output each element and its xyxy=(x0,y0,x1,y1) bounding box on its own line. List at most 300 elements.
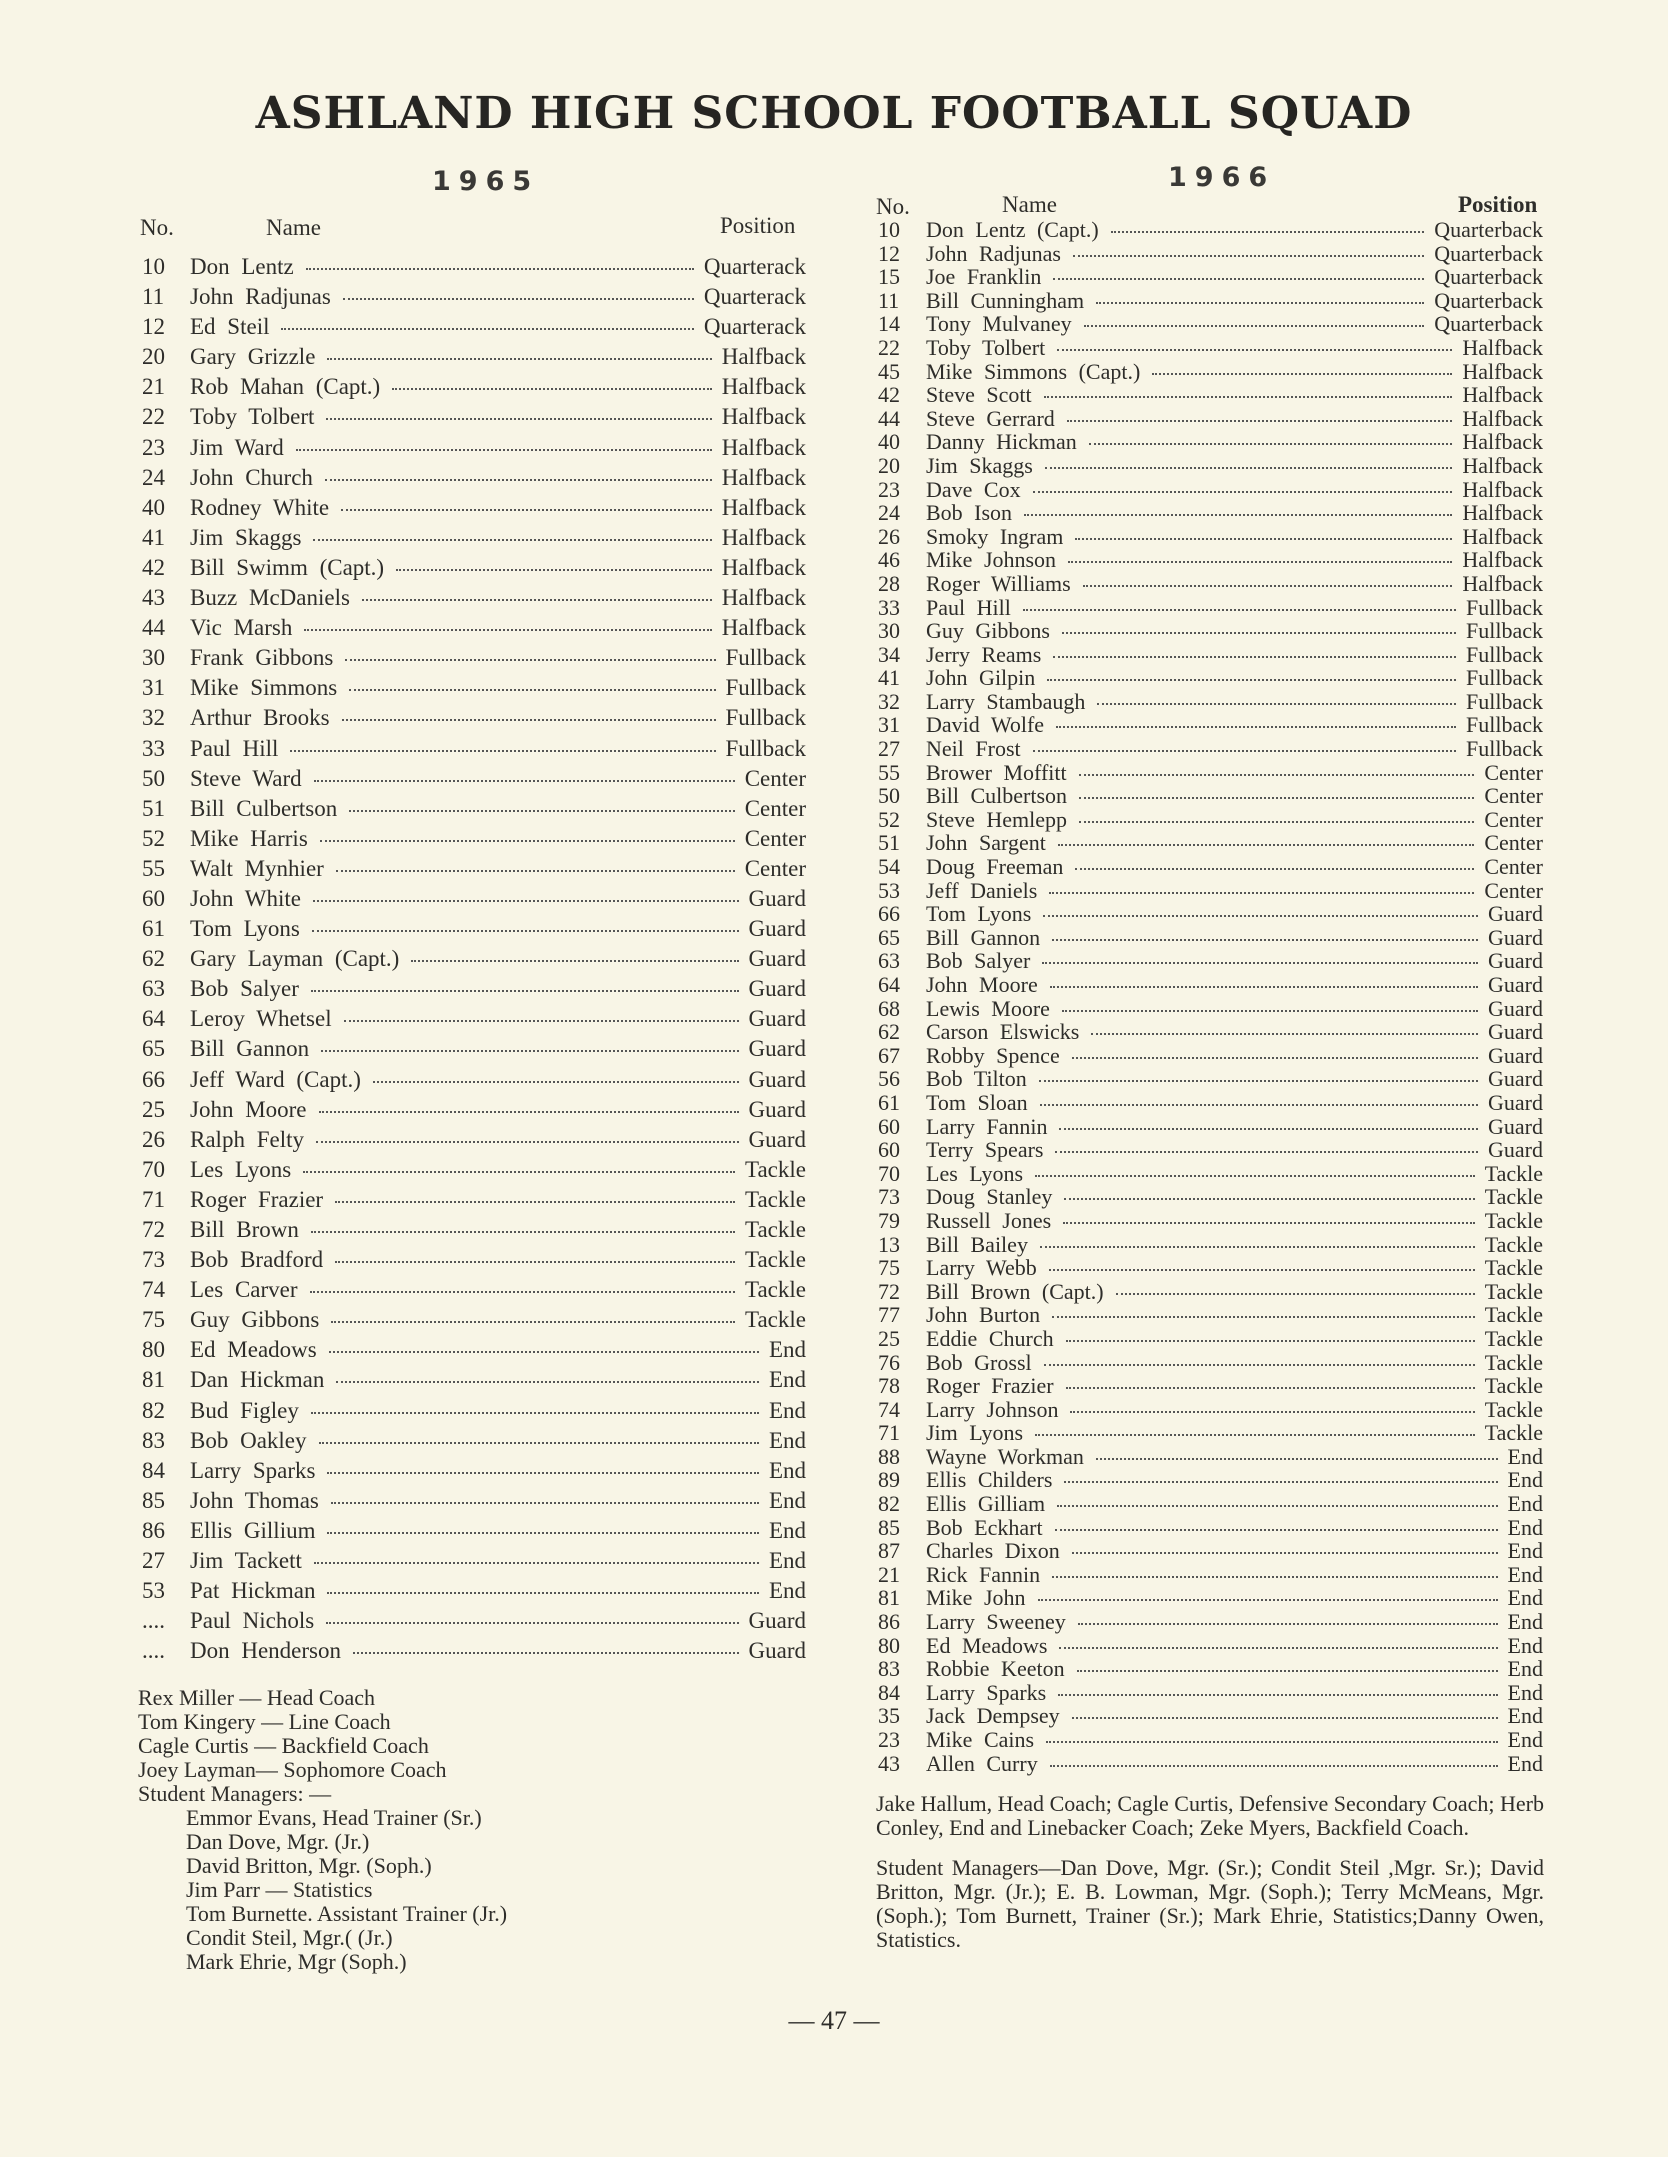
player-number: 72 xyxy=(142,1217,165,1242)
player-position: Halfback xyxy=(721,494,806,520)
player-number: 89 xyxy=(878,1467,900,1493)
player-number: 74 xyxy=(142,1277,165,1303)
header-name-1965: Name xyxy=(266,215,321,240)
roster-row xyxy=(142,1307,806,1337)
roster-row xyxy=(878,1091,1543,1115)
dot-leader xyxy=(281,328,693,330)
player-position: End xyxy=(1507,1727,1543,1752)
player-number: 76 xyxy=(878,1349,900,1375)
year-1966-heading: 1966 xyxy=(1168,162,1276,193)
player-number: 65 xyxy=(142,1036,165,1062)
dot-leader xyxy=(1066,1387,1475,1389)
player-position: Fullback xyxy=(1466,665,1543,691)
player-name: Mike Harris xyxy=(190,825,308,851)
player-number: 80 xyxy=(142,1337,165,1363)
player-position: Center xyxy=(1484,783,1543,809)
player-position: Tackle xyxy=(745,1186,806,1212)
dot-leader xyxy=(1063,1222,1475,1224)
coach-line: Joey Layman— Sophomore Coach xyxy=(138,1757,447,1782)
player-name: Ralph Felty xyxy=(190,1126,304,1152)
player-number: 25 xyxy=(878,1325,900,1351)
player-name: Larry Johnson xyxy=(926,1396,1059,1422)
player-number: 40 xyxy=(878,429,900,455)
player-name: Gary Grizzle xyxy=(190,344,316,370)
roster-row xyxy=(878,383,1543,407)
player-position: Guard xyxy=(748,1006,806,1032)
dot-leader xyxy=(313,900,739,902)
player-number: 22 xyxy=(878,334,900,360)
roster-row xyxy=(878,1657,1543,1681)
dot-leader xyxy=(396,569,712,571)
roster-row xyxy=(142,826,806,856)
player-name: Larry Webb xyxy=(926,1255,1037,1281)
player-name: Rodney White xyxy=(190,494,330,520)
player-number: 21 xyxy=(142,374,165,400)
player-number: 31 xyxy=(142,675,165,701)
roster-row xyxy=(878,619,1543,643)
staff-1966 xyxy=(876,1792,1544,1968)
coach-line: Rex Miller — Head Coach xyxy=(138,1685,376,1710)
player-number: 84 xyxy=(878,1679,900,1705)
player-name: Pat Hickman xyxy=(190,1578,316,1604)
dot-leader xyxy=(342,719,716,721)
player-name: Jim Lyons xyxy=(926,1420,1024,1446)
player-position: Halfback xyxy=(721,524,806,550)
player-position: End xyxy=(768,1367,806,1393)
player-position: Quarterback xyxy=(1434,264,1543,290)
player-position: Halfback xyxy=(721,344,806,370)
roster-row xyxy=(878,430,1543,454)
player-number: 50 xyxy=(878,783,900,809)
roster-row xyxy=(878,1374,1543,1398)
roster-row xyxy=(878,1728,1543,1752)
roster-row xyxy=(878,1539,1543,1563)
dot-leader xyxy=(343,298,694,300)
player-name: Gary Layman (Capt.) xyxy=(190,946,400,972)
player-position: Fullback xyxy=(1466,594,1543,620)
player-name: John Moore xyxy=(926,972,1038,997)
dot-leader xyxy=(1052,1316,1475,1318)
player-name: Robby Spence xyxy=(926,1042,1060,1068)
player-position: Guard xyxy=(1488,1113,1543,1139)
player-number: 13 xyxy=(878,1231,900,1257)
player-position: Quarterack xyxy=(703,284,806,310)
player-name: Mike Cains xyxy=(926,1727,1035,1752)
player-number: 44 xyxy=(878,405,900,431)
dot-leader xyxy=(1075,868,1474,870)
player-number: 10 xyxy=(878,217,900,242)
player-position: Center xyxy=(1484,854,1543,880)
player-number: 52 xyxy=(142,825,165,851)
player-name: Jeff Ward (Capt.) xyxy=(190,1066,361,1092)
player-position: Center xyxy=(1484,806,1543,832)
roster-row xyxy=(142,585,806,615)
roster-row xyxy=(878,1398,1543,1422)
player-name: Bill Brown xyxy=(190,1217,299,1242)
player-number: 31 xyxy=(878,712,900,738)
player-name: John Radjunas xyxy=(926,240,1061,266)
player-number: 50 xyxy=(142,765,165,791)
page-title: ASHLAND HIGH SCHOOL FOOTBALL SQUAD xyxy=(255,88,1413,139)
roster-row xyxy=(878,1209,1543,1233)
dot-leader xyxy=(1077,1670,1498,1672)
dot-leader xyxy=(344,1020,739,1022)
player-position: End xyxy=(768,1337,806,1363)
player-number: 15 xyxy=(878,264,900,290)
player-name: Don Lentz (Capt.) xyxy=(926,217,1099,242)
dot-leader xyxy=(1055,1151,1478,1153)
player-position: Tackle xyxy=(1484,1396,1543,1422)
player-name: Jack Dempsey xyxy=(926,1703,1060,1729)
roster-row xyxy=(878,1115,1543,1139)
roster-row xyxy=(878,1256,1543,1280)
dot-leader xyxy=(1070,1411,1474,1413)
dot-leader xyxy=(1096,302,1424,304)
roster-row xyxy=(142,525,806,555)
player-name: Bill Culbertson xyxy=(926,783,1068,809)
player-name: Wayne Workman xyxy=(926,1443,1084,1469)
player-number: 64 xyxy=(878,972,900,997)
dot-leader xyxy=(311,990,739,992)
dot-leader xyxy=(319,1442,759,1444)
header-position-1965: Position xyxy=(720,213,796,238)
player-position: Fullback xyxy=(1466,688,1543,714)
player-number: 74 xyxy=(878,1396,900,1422)
player-number: 27 xyxy=(878,736,900,762)
player-position: Center xyxy=(744,825,806,851)
player-number: 54 xyxy=(878,854,900,880)
player-name: Dave Cox xyxy=(926,476,1021,502)
player-number: 87 xyxy=(878,1538,900,1564)
roster-row xyxy=(878,666,1543,690)
roster-row xyxy=(142,856,806,886)
player-position: Tackle xyxy=(745,1247,806,1273)
dot-leader xyxy=(1052,1576,1497,1578)
dot-leader xyxy=(1075,538,1452,540)
player-name: Frank Gibbons xyxy=(190,645,334,671)
roster-row xyxy=(142,1428,806,1458)
dot-leader xyxy=(1045,467,1453,469)
dot-leader xyxy=(1058,1694,1497,1696)
player-number: 55 xyxy=(878,759,900,785)
player-number: 20 xyxy=(142,344,165,370)
manager-line: Condit Steil, Mgr.( (Jr.) xyxy=(186,1925,393,1950)
player-name: Bill Gannon xyxy=(926,924,1041,950)
player-position: Halfback xyxy=(1462,547,1543,573)
dot-leader xyxy=(327,1472,759,1474)
player-number: 75 xyxy=(878,1255,900,1281)
roster-row xyxy=(878,902,1543,926)
roster-row xyxy=(142,1398,806,1428)
year-1965-heading: 1965 xyxy=(432,166,540,197)
roster-row xyxy=(878,501,1543,525)
player-name: Les Carver xyxy=(190,1277,298,1303)
roster-row xyxy=(878,1704,1543,1728)
roster-row xyxy=(878,713,1543,737)
player-number: 80 xyxy=(878,1632,900,1658)
player-position: Quarterback xyxy=(1434,217,1543,242)
roster-row xyxy=(878,879,1543,903)
player-name: Mike Simmons xyxy=(190,675,338,701)
player-position: Tackle xyxy=(1484,1231,1543,1257)
player-position: End xyxy=(1507,1491,1543,1517)
player-name: Brower Moffitt xyxy=(926,759,1067,785)
manager-line: Dan Dove, Mgr. (Jr.) xyxy=(186,1829,370,1854)
dot-leader xyxy=(1078,1623,1498,1625)
player-number: 88 xyxy=(878,1443,900,1469)
player-name: Vic Marsh xyxy=(190,615,293,641)
player-number: 61 xyxy=(142,916,165,942)
roster-row xyxy=(878,949,1543,973)
roster-row xyxy=(878,312,1543,336)
roster-1965 xyxy=(142,254,806,1668)
roster-row xyxy=(878,737,1543,761)
player-name: Roger Frazier xyxy=(190,1186,324,1212)
player-position: End xyxy=(1507,1561,1543,1587)
dot-leader xyxy=(1062,632,1456,634)
dot-leader xyxy=(1073,255,1424,257)
player-position: End xyxy=(1507,1703,1543,1729)
dot-leader xyxy=(327,358,711,360)
player-name: Dan Hickman xyxy=(190,1367,325,1393)
player-number: 28 xyxy=(878,570,900,596)
player-number: .... xyxy=(142,1638,165,1664)
player-position: Guard xyxy=(1488,948,1543,974)
roster-row xyxy=(142,675,806,705)
player-position: Tackle xyxy=(1484,1278,1543,1304)
dot-leader xyxy=(326,1622,738,1624)
player-number: 70 xyxy=(878,1160,900,1186)
player-position: Fullback xyxy=(1466,736,1543,762)
player-position: End xyxy=(1507,1443,1543,1469)
dot-leader xyxy=(321,1050,738,1052)
player-position: Tackle xyxy=(1484,1207,1543,1233)
managers-note-1966: Student Managers—Dan Dove, Mgr. (Sr.); Condit Steil ,Mgr. Sr.); David Britton, Mgr. (Jr.); E. B. Lowman, Mgr. (Soph.); Terry McMeans, Mgr. (Soph.); Tom Burnett, Trainer (Sr.); Mark Ehrie, Statistics;Danny Owen, Statistics. xyxy=(876,1855,1544,1952)
player-name: Larry Stambaugh xyxy=(926,688,1086,714)
player-position: End xyxy=(768,1397,806,1423)
player-number: 85 xyxy=(142,1487,165,1513)
player-position: End xyxy=(1507,1656,1543,1682)
roster-row xyxy=(878,1634,1543,1658)
player-number: 41 xyxy=(878,665,900,691)
roster-1966 xyxy=(878,218,1543,1775)
player-position: Center xyxy=(1484,759,1543,785)
roster-row xyxy=(142,1006,806,1036)
player-name: Bob Tilton xyxy=(926,1066,1027,1092)
roster-row xyxy=(878,572,1543,596)
player-position: End xyxy=(1507,1514,1543,1540)
player-name: Arthur Brooks xyxy=(190,705,330,731)
roster-row xyxy=(878,1138,1543,1162)
roster-row xyxy=(878,265,1543,289)
player-name: Don Lentz xyxy=(190,254,294,279)
roster-row xyxy=(878,1468,1543,1492)
dot-leader xyxy=(311,1412,759,1414)
player-name: John Gilpin xyxy=(926,665,1036,691)
roster-row xyxy=(878,1752,1543,1776)
player-name: Steve Hemlepp xyxy=(926,806,1068,832)
player-number: 71 xyxy=(142,1186,165,1212)
player-number: 82 xyxy=(142,1397,165,1423)
player-number: 66 xyxy=(878,901,900,927)
dot-leader xyxy=(1044,396,1453,398)
dot-leader xyxy=(1024,514,1452,516)
player-name: Ed Steil xyxy=(190,314,270,340)
player-position: Halfback xyxy=(1462,476,1543,502)
dot-leader xyxy=(1089,443,1453,445)
dot-leader xyxy=(1050,1765,1498,1767)
player-name: Jim Skaggs xyxy=(926,452,1033,478)
dot-leader xyxy=(1035,1175,1475,1177)
player-position: Fullback xyxy=(725,645,806,671)
dot-leader xyxy=(362,599,712,601)
player-name: Ellis Gilliam xyxy=(926,1491,1046,1517)
player-name: Bob Bradford xyxy=(190,1247,324,1273)
player-position: Tackle xyxy=(1484,1349,1543,1375)
player-name: Russell Jones xyxy=(926,1207,1052,1233)
dot-leader xyxy=(1046,1741,1497,1743)
player-position: Halfback xyxy=(1462,429,1543,455)
dot-leader xyxy=(1052,939,1478,941)
dot-leader xyxy=(1058,844,1474,846)
dot-leader xyxy=(1152,373,1452,375)
player-position: Guard xyxy=(748,1096,806,1122)
dot-leader xyxy=(327,1532,758,1534)
coaches-note-1966: Jake Hallum, Head Coach; Cagle Curtis, Defensive Secondary Coach; Herb Conley, End and Linebacker Coach; Zeke Myers, Backfield Coach. xyxy=(876,1791,1544,1840)
player-number: 42 xyxy=(878,382,900,408)
roster-row xyxy=(878,478,1543,502)
player-position: Halfback xyxy=(721,554,806,580)
dot-leader xyxy=(331,1321,735,1323)
manager-line: David Britton, Mgr. (Soph.) xyxy=(186,1853,432,1878)
roster-row xyxy=(878,1351,1543,1375)
dot-leader xyxy=(392,388,711,390)
player-name: John Moore xyxy=(190,1096,307,1122)
roster-row xyxy=(878,1421,1543,1445)
dot-leader xyxy=(303,1171,735,1173)
dot-leader xyxy=(313,539,711,541)
player-name: Guy Gibbons xyxy=(926,618,1050,644)
dot-leader xyxy=(312,930,739,932)
dot-leader xyxy=(326,418,711,420)
player-name: Ellis Gillium xyxy=(190,1517,316,1543)
player-name: Bob Salyer xyxy=(190,976,299,1002)
player-number: 12 xyxy=(878,240,900,266)
player-number: 83 xyxy=(878,1656,900,1682)
player-number: 12 xyxy=(142,314,165,340)
player-name: Larry Sparks xyxy=(926,1679,1047,1705)
player-position: Quarterack xyxy=(703,254,806,279)
player-name: Jerry Reams xyxy=(926,641,1042,667)
roster-row xyxy=(142,1578,806,1608)
roster-row xyxy=(142,1608,806,1638)
roster-row xyxy=(878,289,1543,313)
player-number: 56 xyxy=(878,1066,900,1092)
player-number: 62 xyxy=(142,946,165,972)
manager-line: Jim Parr — Statistics xyxy=(186,1877,373,1902)
player-number: 27 xyxy=(142,1548,165,1574)
roster-row xyxy=(878,1162,1543,1186)
player-number: 67 xyxy=(878,1042,900,1068)
player-name: Joe Franklin xyxy=(926,264,1042,290)
roster-row xyxy=(878,1327,1543,1351)
roster-row xyxy=(142,1157,806,1187)
player-name: Neil Frost xyxy=(926,736,1021,762)
player-number: 71 xyxy=(878,1420,900,1446)
roster-row xyxy=(142,1097,806,1127)
player-number: 86 xyxy=(142,1517,165,1543)
player-name: John Sargent xyxy=(926,830,1046,856)
player-position: Guard xyxy=(1488,995,1543,1021)
roster-row xyxy=(142,736,806,766)
player-number: 33 xyxy=(142,735,165,761)
dot-leader xyxy=(341,509,712,511)
page-number: — 47 — xyxy=(788,2006,880,2035)
roster-row xyxy=(142,1036,806,1066)
header-no-1965: No. xyxy=(140,215,174,240)
player-position: Guard xyxy=(1488,1137,1543,1163)
dot-leader xyxy=(1043,915,1478,917)
dot-leader xyxy=(1055,1529,1498,1531)
player-position: Tackle xyxy=(1484,1255,1543,1281)
dot-leader xyxy=(1040,1246,1475,1248)
dot-leader xyxy=(319,1111,739,1113)
player-position: Halfback xyxy=(1462,358,1543,384)
player-number: 86 xyxy=(878,1609,900,1635)
roster-row xyxy=(142,555,806,585)
player-position: End xyxy=(1507,1609,1543,1635)
roster-row xyxy=(142,435,806,465)
player-number: 75 xyxy=(142,1307,165,1333)
player-number: 10 xyxy=(142,254,165,279)
player-position: End xyxy=(1507,1467,1543,1493)
player-name: Carson Elswicks xyxy=(926,1019,1080,1045)
dot-leader xyxy=(353,1652,739,1654)
player-position: Halfback xyxy=(1462,334,1543,360)
roster-row xyxy=(142,1337,806,1367)
dot-leader xyxy=(314,1562,759,1564)
dot-leader xyxy=(1039,1080,1478,1082)
dot-leader xyxy=(335,1261,735,1263)
player-number: 53 xyxy=(878,877,900,903)
roster-row xyxy=(878,218,1543,242)
dot-leader xyxy=(336,870,735,872)
dot-leader xyxy=(1091,1033,1478,1035)
player-position: Tackle xyxy=(1484,1302,1543,1328)
roster-row xyxy=(878,454,1543,478)
player-number: 26 xyxy=(142,1126,165,1152)
dot-leader xyxy=(1096,1458,1498,1460)
player-number: 52 xyxy=(878,806,900,832)
player-number: 26 xyxy=(878,523,900,549)
player-name: Rick Fannin xyxy=(926,1561,1041,1587)
player-position: Guard xyxy=(748,1608,806,1634)
roster-row xyxy=(142,766,806,796)
player-position: End xyxy=(768,1427,806,1453)
player-number: 79 xyxy=(878,1207,900,1233)
player-name: Bob Eckhart xyxy=(926,1514,1043,1540)
player-name: John Radjunas xyxy=(190,284,331,310)
roster-row xyxy=(878,926,1543,950)
player-position: Quarterback xyxy=(1434,240,1543,266)
player-name: Ed Meadows xyxy=(926,1632,1048,1658)
roster-row xyxy=(142,344,806,374)
player-name: Bill Brown (Capt.) xyxy=(926,1278,1104,1304)
player-name: Leroy Whetsel xyxy=(190,1006,332,1032)
roster-row xyxy=(878,548,1543,572)
player-name: Rob Mahan (Capt.) xyxy=(190,374,381,400)
roster-row xyxy=(142,796,806,826)
